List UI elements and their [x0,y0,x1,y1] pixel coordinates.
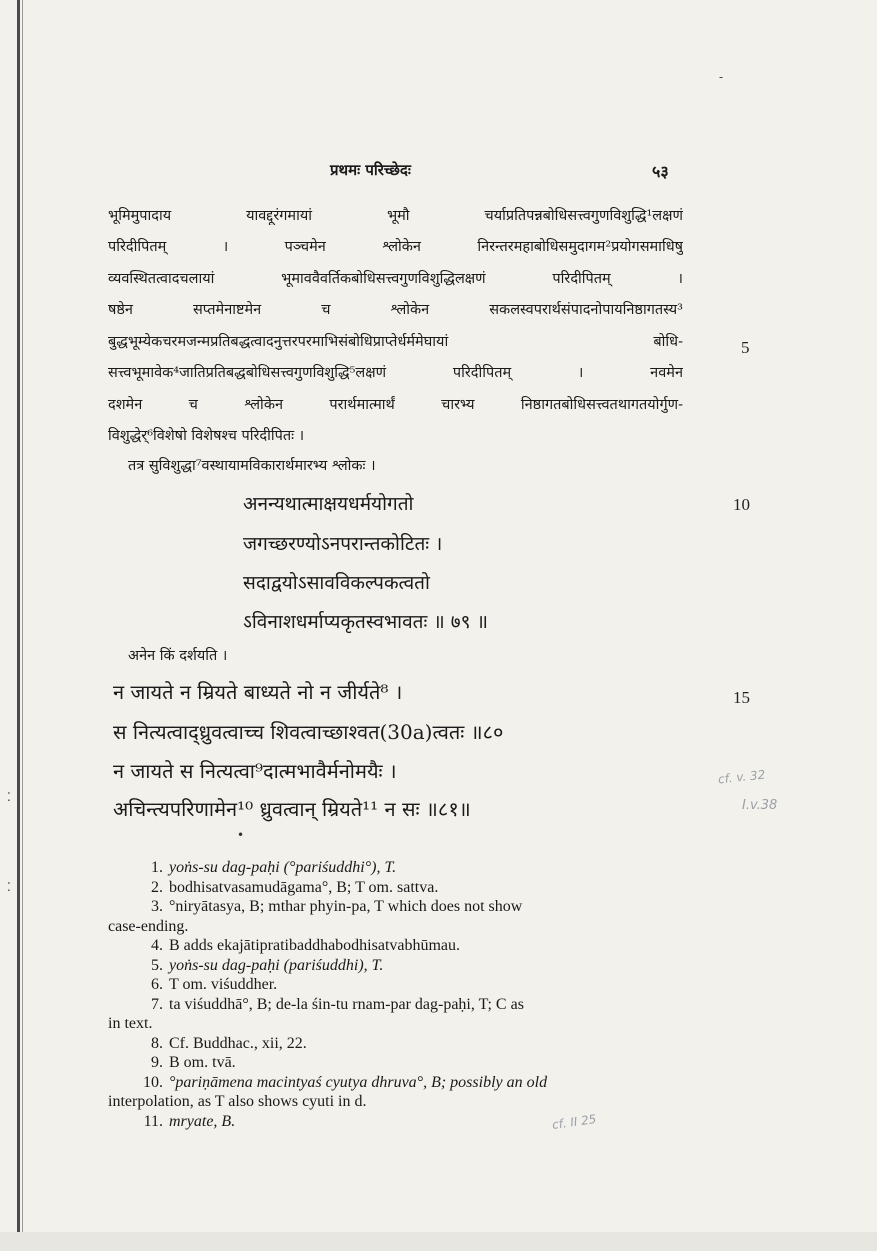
stray-mark: ⁚ [7,790,11,804]
footnote: 9. B om. tvā. [151,1054,236,1071]
line-number: 15 [733,688,750,707]
stray-mark: ⁚ [7,880,11,894]
page-bottom-edge [0,1232,877,1251]
pencil-note: cf. v. 32 [717,767,766,787]
chapter-title: प्रथमः परिच्छेदः [330,161,411,179]
footnote-continuation: interpolation, as T also shows cyuti in d. [108,1093,367,1110]
transition-line: अनेन किं दर्शयति । [128,648,228,664]
footnote: 11. mryate, B. [143,1112,236,1130]
pencil-note: cf. II 25 [551,1111,598,1133]
footnote: 6. T om. viśuddher. [151,976,278,993]
body-line: बुद्धभूम्येकचरमजन्मप्रतिबद्धत्वादनुत्तरपरमाभिसंबोधिप्राप्तेर्धर्ममेघायां बोधि- [108,334,683,350]
footnote: 4. B adds ekajātipratibaddhabodhisatvabhūmau. [151,937,461,954]
verse-intro: तत्र सुविशुद्धा⁷वस्थायामविकारार्थमारभ्य श्लोकः । [128,458,376,474]
page-binding-edge-inner [22,0,23,1251]
footnote: 8. Cf. Buddhac., xii, 22. [151,1034,307,1052]
footnote: 5. yoṅs-su dag-paḥi (pariśuddhi), T. [151,956,384,974]
verse-line: अनन्यथात्माक्षयधर्मयोगतो [243,493,414,515]
body-line: दशमेन च श्लोकेन परार्थमात्मार्थं चारभ्य निष्ठागतबोधिसत्त्वतथागतयोर्गुण- [108,397,683,413]
footnotes [108,858,683,1131]
pencil-note: I.v.38 [742,798,778,813]
running-head [0,160,877,186]
stray-mark: - [719,70,724,84]
footnote: 1. yoṅs-su dag-paḥi (°pariśuddhi°), T. [151,859,397,876]
verse-line: अचिन्त्यपरिणामेन¹⁰ ध्रुवत्वान् म्रियते¹¹ न सः ॥८१॥ [113,797,471,821]
verse-line: स नित्यत्वाद्ध्रुवत्वाच्च शिवत्वाच्छाश्वत(30a)त्वतः ॥८० [113,720,504,744]
body-line: परिदीपितम् । पञ्चमेन श्लोकेन निरन्तरमहाबोधिसमुदागम²प्रयोगसमाधिषु [108,239,683,255]
body-line: षष्ठेन सप्तमेनाष्टमेन च श्लोकेन सकलस्वपरार्थसंपादनोपायनिष्ठागतस्य³ [108,302,683,318]
footnote: 3. °niryātasya, B; mthar phyin-pa, T which does not show [151,898,523,915]
footnote: 10. °pariṇāmena macintyaś cyutya dhruva°, B; possibly an old [143,1073,548,1091]
line-number: 5 [741,338,750,357]
body-line: भूमिमुपादाय यावद्दूरंगमायां भूमौ चर्याप्रतिपन्नबोधिसत्त्वगुणविशुद्धि¹लक्षणं [108,208,683,224]
stray-mark: • [237,828,245,842]
verse-line: न जायते स नित्यत्वा⁹दात्मभावैर्मनोमयैः । [113,759,397,783]
body-line: विशुद्धेर्⁶विशेषो विशेषश्च परिदीपितः । [108,428,305,444]
body-line: व्यवस्थितत्वादचलायां भूमाववैवर्तिकबोधिसत्त्वगुणविशुद्धिलक्षणं परिदीपितम् । [108,271,683,287]
page-binding-edge [17,0,20,1251]
footnote: 2. bodhisatvasamudāgama°, B; T om. sattva. [151,878,439,896]
footnote-continuation: case-ending. [108,917,189,935]
verse-line: सदाद्वयोऽसावविकल्पकत्वतो [243,572,430,594]
verse-line: ऽविनाशधर्माप्यकृतस्वभावतः ॥ ७९ ॥ [243,611,488,633]
footnote: 7. ta viśuddhā°, B; de-la śin-tu rnam-par dag-paḥi, T; C as [151,995,524,1013]
footnote-continuation: in text. [108,1015,153,1032]
verse-line: न जायते न म्रियते बाध्यते नो न जीर्यते⁸ । [113,680,403,704]
body-line: सत्त्वभूमावेक⁴जातिप्रतिबद्धबोधिसत्त्वगुणविशुद्धि⁵लक्षणं परिदीपितम् । नवमेन [108,365,683,381]
page-number: ५३ [652,162,669,181]
line-number: 10 [733,495,750,514]
verse-line: जगच्छरण्योऽनपरान्तकोटितः । [243,533,443,555]
